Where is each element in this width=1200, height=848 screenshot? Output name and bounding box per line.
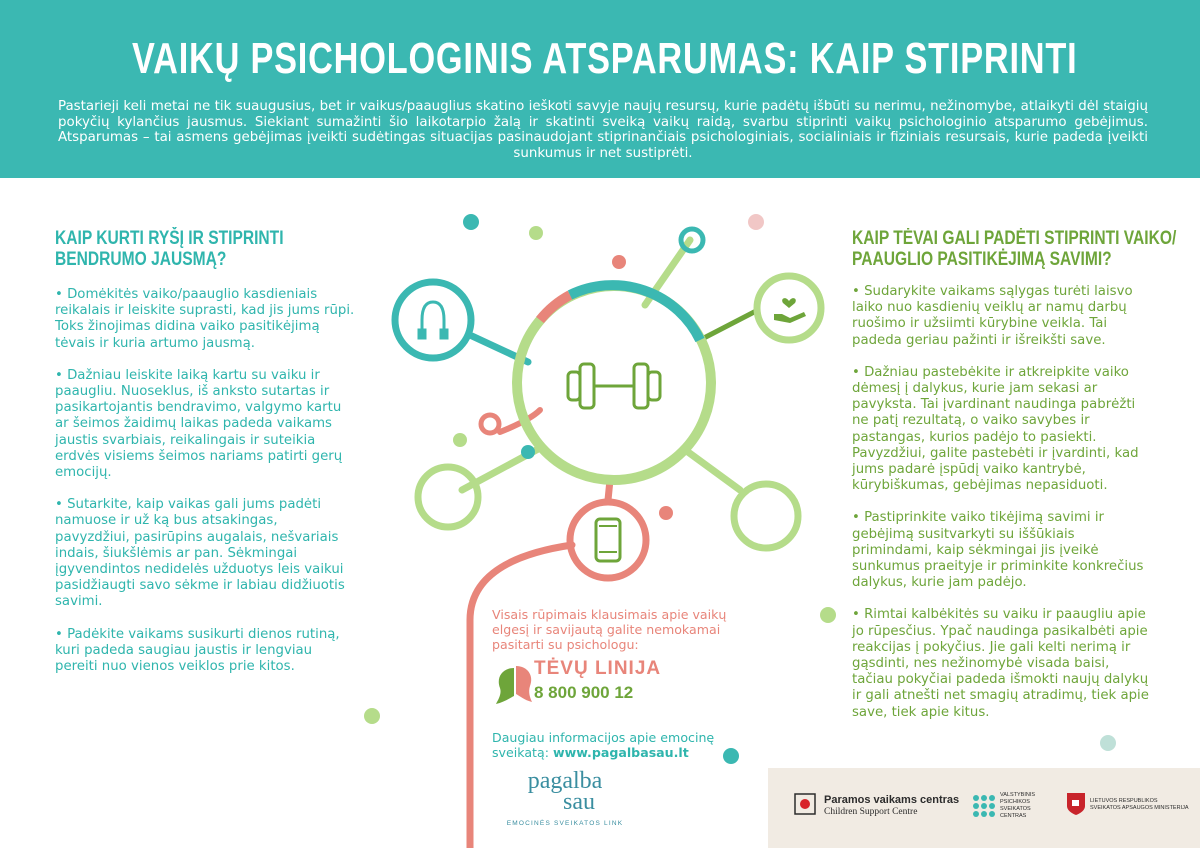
dumbbell-icon <box>568 364 660 408</box>
list-item: • Sudarykite vaikams sąlygas turėti laisvo laiko nuo kasdienių veiklų ar namų darbų ruošimo ir užsiimti kūrybine veikla. Tai padeda geriau pažinti ir išreikšti save. <box>852 284 1133 348</box>
jump-rope-icon <box>419 302 447 338</box>
page-title: VAIKŲ PSICHOLOGINIS ATSPARUMAS: KAIP STIPRINTI <box>132 34 1078 83</box>
children-support-logo-icon <box>794 793 816 815</box>
list-item: • Domėkitės vaiko/paauglio kasdieniais reikalais ir leiskite suprasti, kad jis jums rūpi. Toks žinojimas didina vaiko pasitikėjimą tėvais ir kuria artumo jausmą. <box>55 287 355 351</box>
heart-hand-icon <box>774 298 806 323</box>
ministry-crest-icon <box>1066 792 1086 816</box>
header-banner <box>0 0 1200 178</box>
right-column-title: KAIP TĖVAI GALI PADĖTI STIPRINTI VAIKO/ PAAUGLIO PASITIKĖJIMĄ SAVIMI? <box>852 228 1177 270</box>
list-item: • Dažniau leiskite laiką kartu su vaiku ir paaugliu. Nuoseklus, iš anksto sutartas ir pasikartojantis bendravimo, valgymo kartu ar šeimos žaidimų laikas padeda vaikams jaustis svarbiais, reikalingais ir suteikia erdvės visiems šeimos nariams patirti gerų emocijų. <box>55 367 343 481</box>
right-column <box>852 284 1152 737</box>
mental-health-centre-logo-icon <box>972 794 996 822</box>
footer-logos <box>768 768 1200 848</box>
list-item: • Pastiprinkite vaiko tikėjimą savimi ir gebėjimą susitvarkyti su iššūkiais primindami, kaip sėkmingai jis įveikė sunkumus praeityje ir priminkite konkrečius dalykus, kurie jam padėjo. <box>852 510 1144 591</box>
org3-name: LIETUVOS RESPUBLIKOS SVEIKATOS APSAUGOS MINISTERIJA <box>1090 798 1189 811</box>
list-item: • Dažniau pastebėkite ir atkreipkite vaiko dėmesį į dalykus, kurie jam sekasi ar pavyksta. Tai įvardinant naudinga pabrėžti ne patį rezultatą, o vaiko savybes ir pastangas, kurios padėjo to pasiekti. Pavyzdžiui, galite pastebėti ir įvardinti, kad jums padarė įspūdį vaiko kantrybė, kūrybiškumas, gebėjimas nepasiduoti. <box>852 364 1139 494</box>
list-item: • Padėkite vaikams susikurti dienos rutiną, kuri padeda saugiau jaustis ir lengviau pereiti nuo vienos veiklos prie kitos. <box>55 626 340 675</box>
more-info-text: Daugiau informacijos apie emocinę sveikatą: www.pagalbasau.lt <box>492 730 715 760</box>
phone-icon <box>596 519 620 561</box>
org2-name: VALSTYBINIS PSICHIKOS SVEIKATOS CENTRAS <box>1000 792 1036 819</box>
website-link[interactable]: www.pagalbasau.lt <box>552 745 689 760</box>
pagalba-sau-logo: pagalba sau EMOCINĖS SVEIKATOS LINK <box>506 768 624 827</box>
left-column-title: KAIP KURTI RYŠĮ IR STIPRINTI BENDRUMO JAUSMĄ? <box>55 228 284 270</box>
helpline-name: TĖVŲ LINIJA <box>534 658 662 679</box>
left-column <box>55 287 355 691</box>
list-item: • Sutarkite, kaip vaikas gali jums padėti namuose ir už ką bus atsakingas, pavyzdžiui, pasirūpins augalais, nešvariais indais, šiukšlėmis ar pan. Sėkmingai įgyvendintos nedidelės užduotys leis vaikui pasidžiaugti savo sėkme ir labiau didžiuotis savimi. <box>55 497 345 610</box>
intro-paragraph: Pastarieji keli metai ne tik suaugusius, bet ir vaikus/paauglius skatino ieškoti savyje naujų resursų, kurie padėtų išbūti su nerimu, nežinomybe, atlaikyti dėl staigių pokyčių kylančius jausmus. Siekiant sumažinti šio laikotarpio žalą ir skatinti sveiką vaikų raidą, svarbu stiprinti vaikų psichologinio atsparumo gebėjimus. Atsparumas – tai asmens gebėjimas įveikti sudėtingas situacijas pasinaudojant stiprinančiais psichologiniais, socialiniais ir fiziniais resursais, kurie padeda įveikti sunkumus ir net sustiprėti. <box>58 99 1148 161</box>
helpline-phone[interactable]: 8 800 900 12 <box>534 683 634 702</box>
helpline-question: Visais rūpimais klausimais apie vaikų elgesį ir savijautą galite nemokamai pasitarti su psichologu: <box>492 607 727 652</box>
org1-name-en: Children Support Centre <box>824 807 918 817</box>
list-item: • Rimtai kalbėkitės su vaiku ir paaugliu apie jo rūpesčius. Ypač naudinga pasikalbėti apie reakcijas į pokyčius. Jie gali kelti nerimą ir gąsdinti, nes nežinomybė visada baisi, tačiau pokyčiai padeda išmokti naujų dalykų ir gali atnešti net smagių atradimų, tiek apie save, tiek apie kitus. <box>852 607 1149 720</box>
org1-name: Paramos vaikams centras <box>824 794 960 806</box>
